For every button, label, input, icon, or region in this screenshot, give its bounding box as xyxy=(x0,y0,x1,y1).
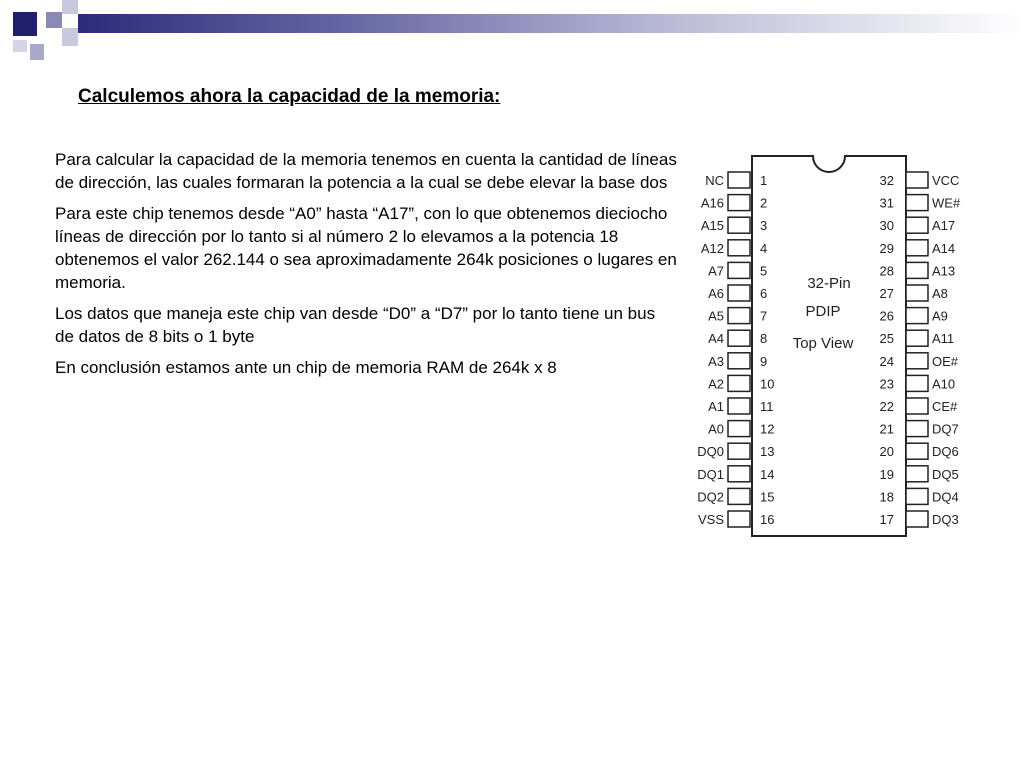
chip-label-package: PDIP xyxy=(805,303,841,320)
pin-number-right: 30 xyxy=(879,218,894,234)
pin-number-right: 24 xyxy=(879,353,894,369)
paragraph: Para este chip tenemos desde “A0” hasta “A17”, con lo que obtenemos dieciocho líneas de dirección por lo tanto si al número 2 lo elevamos a la potencia 18 obtenemos el valor 262.144 o sea aproximadamente 264k posiciones o lugares en memoria. xyxy=(55,204,677,292)
pin-pad-right xyxy=(906,262,928,278)
pin-number-left: 9 xyxy=(760,353,768,369)
pin-number-left: 16 xyxy=(760,512,775,527)
pin-pad-left xyxy=(728,172,750,188)
pin-pad-left xyxy=(728,262,750,278)
pin-pad-right xyxy=(906,398,928,414)
pin-name-right: A13 xyxy=(932,263,956,279)
pin-name-left: DQ0 xyxy=(697,444,724,460)
pin-pad-left xyxy=(728,353,750,369)
pin-pad-right xyxy=(906,443,928,459)
pin-pad-left xyxy=(728,375,750,391)
pin-name-left: A6 xyxy=(708,286,724,301)
decor-square-mid xyxy=(46,12,62,28)
pin-pad-left xyxy=(728,443,750,459)
chip-label-view: Top View xyxy=(792,335,854,352)
decor-square-mid xyxy=(30,44,44,60)
body-text xyxy=(55,148,677,387)
pin-name-right: A8 xyxy=(932,286,948,301)
pin-number-right: 21 xyxy=(879,421,894,437)
pin-name-left: A12 xyxy=(700,240,724,256)
pin-number-left: 14 xyxy=(760,466,775,482)
pin-pad-right xyxy=(906,195,928,211)
pin-pad-left xyxy=(728,240,750,256)
pin-pad-right xyxy=(906,488,928,504)
chip-pinout-diagram xyxy=(688,152,978,540)
pin-name-right: A14 xyxy=(932,240,956,256)
pin-name-left: A0 xyxy=(708,421,724,437)
pin-number-left: 15 xyxy=(760,489,775,505)
pin-number-right: 32 xyxy=(879,173,894,188)
pin-name-left: VSS xyxy=(697,512,724,527)
pin-number-left: 3 xyxy=(760,218,768,234)
pin-number-left: 13 xyxy=(760,444,775,460)
pin-pad-right xyxy=(906,466,928,482)
pin-number-left: 12 xyxy=(760,421,775,437)
pin-name-left: A5 xyxy=(708,308,724,324)
pin-name-left: DQ1 xyxy=(697,466,724,482)
pin-pad-right xyxy=(906,285,928,301)
pin-name-right: DQ3 xyxy=(932,512,959,527)
pin-pad-left xyxy=(728,421,750,437)
pin-name-left: DQ2 xyxy=(697,489,724,505)
pin-name-left: A7 xyxy=(708,263,724,279)
pin-pad-right xyxy=(906,330,928,346)
decor-square-dark xyxy=(13,12,37,36)
pin-number-right: 20 xyxy=(879,444,894,460)
paragraph: Los datos que maneja este chip van desde “D0” a “D7” por lo tanto tiene un bus de datos de 8 bits o 1 byte xyxy=(55,304,656,346)
pin-number-left: 7 xyxy=(760,308,768,324)
pin-name-left: NC xyxy=(705,173,724,188)
pin-pad-left xyxy=(728,398,750,414)
pin-pad-left xyxy=(728,511,750,527)
pin-number-right: 25 xyxy=(879,331,894,347)
pin-name-right: WE# xyxy=(932,195,961,211)
pin-name-right: A10 xyxy=(932,376,956,392)
pin-pad-right xyxy=(906,308,928,324)
paragraph: Para calcular la capacidad de la memoria tenemos en cuenta la cantidad de líneas de dirección, las cuales formaran la potencia a la cual se debe elevar la base dos xyxy=(55,150,677,192)
pin-name-right: DQ6 xyxy=(932,444,959,460)
decor-square-light xyxy=(62,0,78,14)
pin-name-right: OE# xyxy=(932,353,959,369)
pin-name-left: A16 xyxy=(700,195,724,211)
pin-pad-left xyxy=(728,488,750,504)
pin-name-left: A3 xyxy=(708,353,724,369)
pin-name-left: A2 xyxy=(708,376,724,392)
pin-pad-right xyxy=(906,421,928,437)
pin-pad-left xyxy=(728,308,750,324)
pin-name-right: A9 xyxy=(932,308,948,324)
pin-name-left: A4 xyxy=(708,331,724,347)
pin-number-right: 28 xyxy=(879,263,894,279)
pin-number-right: 29 xyxy=(879,240,894,256)
pin-name-right: DQ7 xyxy=(932,421,959,437)
pin-number-right: 22 xyxy=(879,399,894,414)
pin-pad-right xyxy=(906,240,928,256)
pin-name-right: A11 xyxy=(932,331,955,347)
pin-number-left: 1 xyxy=(760,173,768,188)
pin-pad-right xyxy=(906,511,928,527)
pin-number-right: 19 xyxy=(879,466,894,482)
pin-name-right: CE# xyxy=(932,399,958,414)
pin-number-right: 17 xyxy=(879,512,894,527)
decor-square-light xyxy=(62,28,78,46)
pin-number-right: 31 xyxy=(879,195,894,211)
pin-pad-right xyxy=(906,217,928,233)
pin-pad-left xyxy=(728,466,750,482)
header-gradient-bar xyxy=(78,14,1024,33)
pin-name-right: DQ4 xyxy=(932,489,959,505)
pin-number-left: 5 xyxy=(760,263,768,279)
pin-pad-left xyxy=(728,330,750,346)
pin-number-left: 6 xyxy=(760,286,768,301)
pin-number-right: 27 xyxy=(879,286,894,301)
pin-pad-left xyxy=(728,195,750,211)
pin-name-right: VCC xyxy=(932,173,960,188)
pin-number-left: 4 xyxy=(760,240,768,256)
pin-pad-right xyxy=(906,172,928,188)
pin-number-left: 11 xyxy=(760,399,774,414)
pin-name-right: A17 xyxy=(932,218,956,234)
pin-number-right: 23 xyxy=(879,376,894,392)
pin-number-left: 2 xyxy=(760,195,768,211)
pin-number-left: 10 xyxy=(760,376,775,392)
pin-pad-right xyxy=(906,375,928,391)
pin-pad-left xyxy=(728,217,750,233)
pin-pad-left xyxy=(728,285,750,301)
pin-number-right: 18 xyxy=(879,489,894,505)
slide-title: Calculemos ahora la capacidad de la memoria: xyxy=(78,86,501,107)
pin-number-right: 26 xyxy=(879,308,894,324)
pin-pad-right xyxy=(906,353,928,369)
pin-name-left: A1 xyxy=(708,399,724,414)
decor-square-light xyxy=(13,40,27,52)
pin-name-left: A15 xyxy=(700,218,724,234)
pin-number-left: 8 xyxy=(760,331,768,347)
paragraph: En conclusión estamos ante un chip de memoria RAM de 264k x 8 xyxy=(55,358,557,377)
chip-label-pins: 32-Pin xyxy=(807,275,851,292)
pin-name-right: DQ5 xyxy=(932,466,959,482)
